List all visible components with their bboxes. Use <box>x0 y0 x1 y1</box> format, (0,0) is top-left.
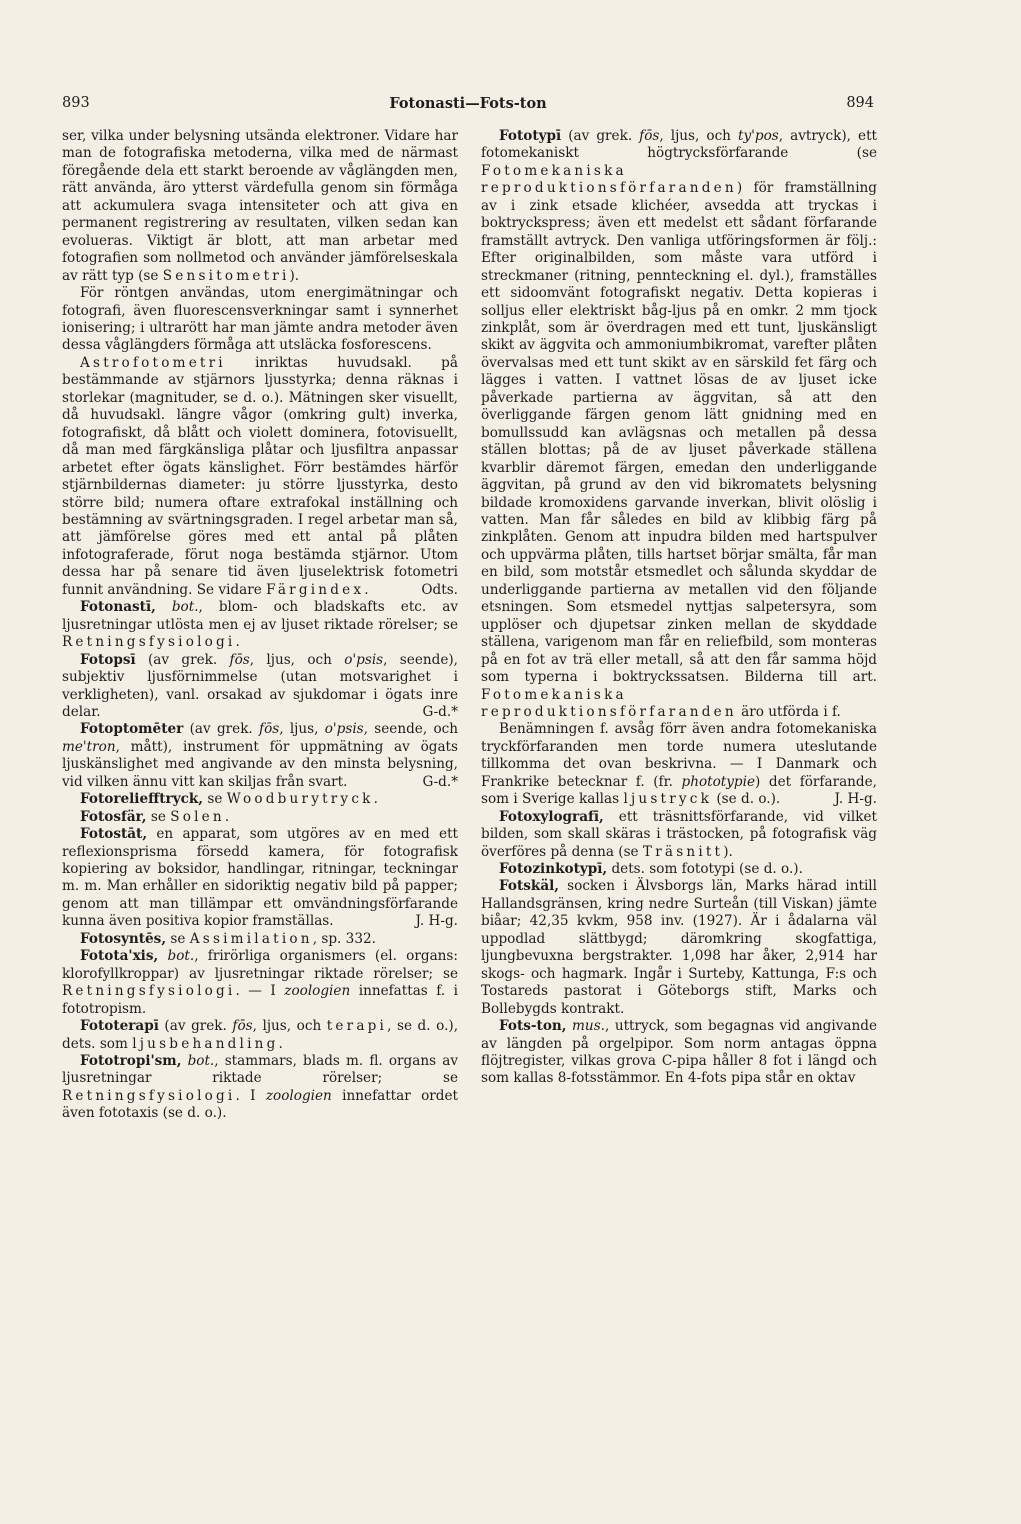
entry-fotosfar: Fotosfär, se Solen. <box>80 808 230 825</box>
author-signature: J. H-g. <box>415 913 458 930</box>
entry-fotorelieftryck: Fotoreliefftryck, se Woodburytryck. <box>80 791 378 808</box>
entry-fototaxis: Fotota'xis, bot., frirörliga organismers (el. organs: klorofyllkroppar) av ljusretningar riktade rörelser; se Retningsfysiologi. — I zoologien innefattas f. i fototropism. <box>62 948 458 1017</box>
running-title: Fotonasti—Fots-ton <box>389 95 547 112</box>
page-header <box>62 95 874 117</box>
entry-fotopsi: Fotopsī (av grek. fōs, ljus, och o'psis, seende), subjektiv ljusförnimmelse (utan motsvarighet i verkligheten), vanl. orsakad av sjukdomar i ögats inre delar. G-d.* <box>62 651 458 720</box>
entry-fotozinkotypi: Fotozinkotypī, dets. som fototypi (se d. o.). <box>499 861 803 878</box>
left-column <box>62 128 458 1388</box>
author-signature: J. H-g. <box>834 791 877 808</box>
article-paragraph: ser, vilka under belysning utsända elektroner. Vidare har man de fotografiska metoderna, vilka med de närmast föregående dela ett starkt beroende av våglängden men, rätt använda, äro ytterst värdefulla genom sin förmåga att ackumulera svaga intensiteter och att giva en permanent registrering av resultaten, vilken sedan kan evolueras. Viktigt är blott, att man arbetar med fotografien som nollmetod och använder jämförelseskala av rätt typ (se Sensitometri). <box>62 128 458 284</box>
entry-fots-ton: Fots-ton, mus., uttryck, som begagnas vid angivande av längden på orgelpipor. Som norm antagas öppna flöjtregister, vilkas grova C-pipa håller 8 fot i längd och som kallas 8-fotsstämmor. En 4-fots pipa står en oktav <box>481 1018 877 1087</box>
entry-fototropism: Fototropi'sm, bot., stammars, blads m. fl. organs av ljusretningar riktade rörelser; se Retningsfysiologi. I zoologien innefattar ordet även fototaxis (se d. o.). <box>62 1053 458 1122</box>
author-signature: G-d.* <box>422 703 458 720</box>
entry-fotoptometer: Fotoptomēter (av grek. fōs, ljus, o'psis, seende, och me'tron, mått), instrument för uppmätning av ögats ljuskänslighet med angivande av den minsta belysning, vid vilken ännu vitt kan skiljas från svart. G-d.* <box>62 721 458 790</box>
author-signature: G-d.* <box>422 773 458 790</box>
entry-fotonasti: Fotonastī, bot., blom- och bladskafts etc. av ljusretningar utlösta men ej av ljuset riktade rörelser; se Retningsfysiologi. <box>62 599 458 651</box>
right-column <box>481 128 877 1388</box>
article-paragraph: Astrofotometri inriktas huvudsakl. på bestämmande av stjärnors ljusstyrka; denna räknas i storlekar (magnituder, se d. o.). Mätningen sker visuellt, då huvudsakl. längre vågor (omkring gult) inverka, fotografiskt, då blått och violett dominera, fotovisuellt, då man med färgkänsliga plåtar och ljusfiltra anpassar arbetet efter ögats känslighet. Förr bestämdes härför stjärnbildernas diameter: ju större ljusstyrka, desto större bild; numera oftare extrafokal inställning och bestämning av svärtningsgraden. I regel arbetar man så, att jämförelse göres med ett antal på plåten infotograferade, förut noga bestämda stjärnor. Utom dessa har på senare tid även ljuselektrisk fotometri funnit användning. Se vidare Färgindex. Odts. <box>62 354 458 598</box>
page-number-left: 893 <box>62 95 90 111</box>
entry-fototypi: Fototypī (av grek. fōs, ljus, och ty'pos, avtryck), ett fotomekaniskt högtrycksförfarande (se Fotomekaniska reproduktionsförfaranden) för framställning av i zink etsade klichéer, avsedda att tryckas i boktryckspress; även ett medelst ett sådant förfarande framställt avtryck. Den vanliga utföringsformen är följ.: Efter originalbilden, som måste vara utförd i streckmaner (ritning, pennteckning el. dyl.), framställes ett sidoomvänt fotografiskt negativ. Detta kopieras i solljus eller elektriskt båg-ljus på en omkr. 2 mm tjock zinkplåt, som är överdragen med ett tunt, ljuskänsligt skikt av äggvita och ammoniumbikromat, varefter plåten övervalsas med ett tunt skikt av en särskild fet färg och lägges i vatten. I vattnet lösas de av ljuset icke påverkade partierna av äggvitan, så att den överliggande färgen genom lätt gnidning med en bomullssudd kan avlägsnas och metallen på dessa ställen blottas; på de av ljuset påverkade ställena kvarblir däremot färgen, emedan den underliggande äggvitan, på grund av den vid bikromatets belysning bildade kromoxidens garvande inverkan, blivit olöslig i vatten. Man får således en bild av klibbig färg på zinkplåten. Genom att inpudra bilden med hartspulver och uppvärma plåten, tills hartset börjar smälta, får man en bild, som motstår etsmedlet och sålunda skyddar de underliggande partierna av metallen vid den följande etsningen. Som etsmedel nyttjas salpetersyra, som upplöser och djupetsar zinken mellan de skyddade ställena, varigenom man får en reliefbild, som monteras på en fot av trä eller metall, så att den får samma höjd som typerna i boktryckssatsen. Bilderna till art. Fotomekaniska reproduktionsförfaranden äro utförda i f. <box>481 128 877 720</box>
entry-fototerapi: Fototerapī (av grek. fōs, ljus, och terapi, se d. o.), dets. som ljusbehandling. <box>62 1018 458 1052</box>
entry-fotskal: Fotskäl, socken i Älvsborgs län, Marks härad intill Hallandsgränsen, kring nedre Surteån (till Viskan) jämte biåar; 42,35 kvkm, 958 inv. (1927). Är i ådalarna väl uppodlad slättbygd; däromkring skogfattiga, ljungbevuxna bergstrakter. 1,098 har åker, 2,914 har skogs- och hagmark. Ingår i Surteby, Kattunga, F:s och Tostareds pastorat i Göteborgs stift, Marks och Bollebygds kontrakt. <box>481 878 877 1017</box>
author-signature: Odts. <box>421 581 458 598</box>
article-paragraph: För röntgen användas, utom energimätningar och fotografi, även fluorescensverkningar samt i synnerhet ionisering; i ultrarött har man jämte andra metoder även dessa våglängders förmåga att utsläcka fosforescens. <box>62 285 458 354</box>
entry-fotosyntes: Fotosyntēs, se Assimilation, sp. 332. <box>80 930 376 947</box>
entry-fotostat: Fotostāt, en apparat, som utgöres av en med ett reflexionsprisma försedd kamera, för fotografisk kopiering av boksidor, handlingar, ritningar, teckningar m. m. Man erhåller en sidoriktig negativ bild på papper; genom att man tillämpar ett omvändningsförfarande kunna även positiva kopior framställas. J. H-g. <box>62 826 458 930</box>
page-number-right: 894 <box>846 95 874 111</box>
article-paragraph: Benämningen f. avsåg förr även andra fotomekaniska tryckförfaranden men torde numera uteslutande tillkomma det ovan beskrivna. — I Danmark och Frankrike betecknar f. (fr. phototypie) det förfarande, som i Sverige kallas ljustryck (se d. o.). J. H-g. <box>481 721 877 808</box>
entry-fotoxylografi: Fotoxylografī, ett träsnittsförfarande, vid vilket bilden, som skall skäras i trästocken, på fotografisk väg överföres på denna (se Träsnitt). <box>481 808 877 860</box>
